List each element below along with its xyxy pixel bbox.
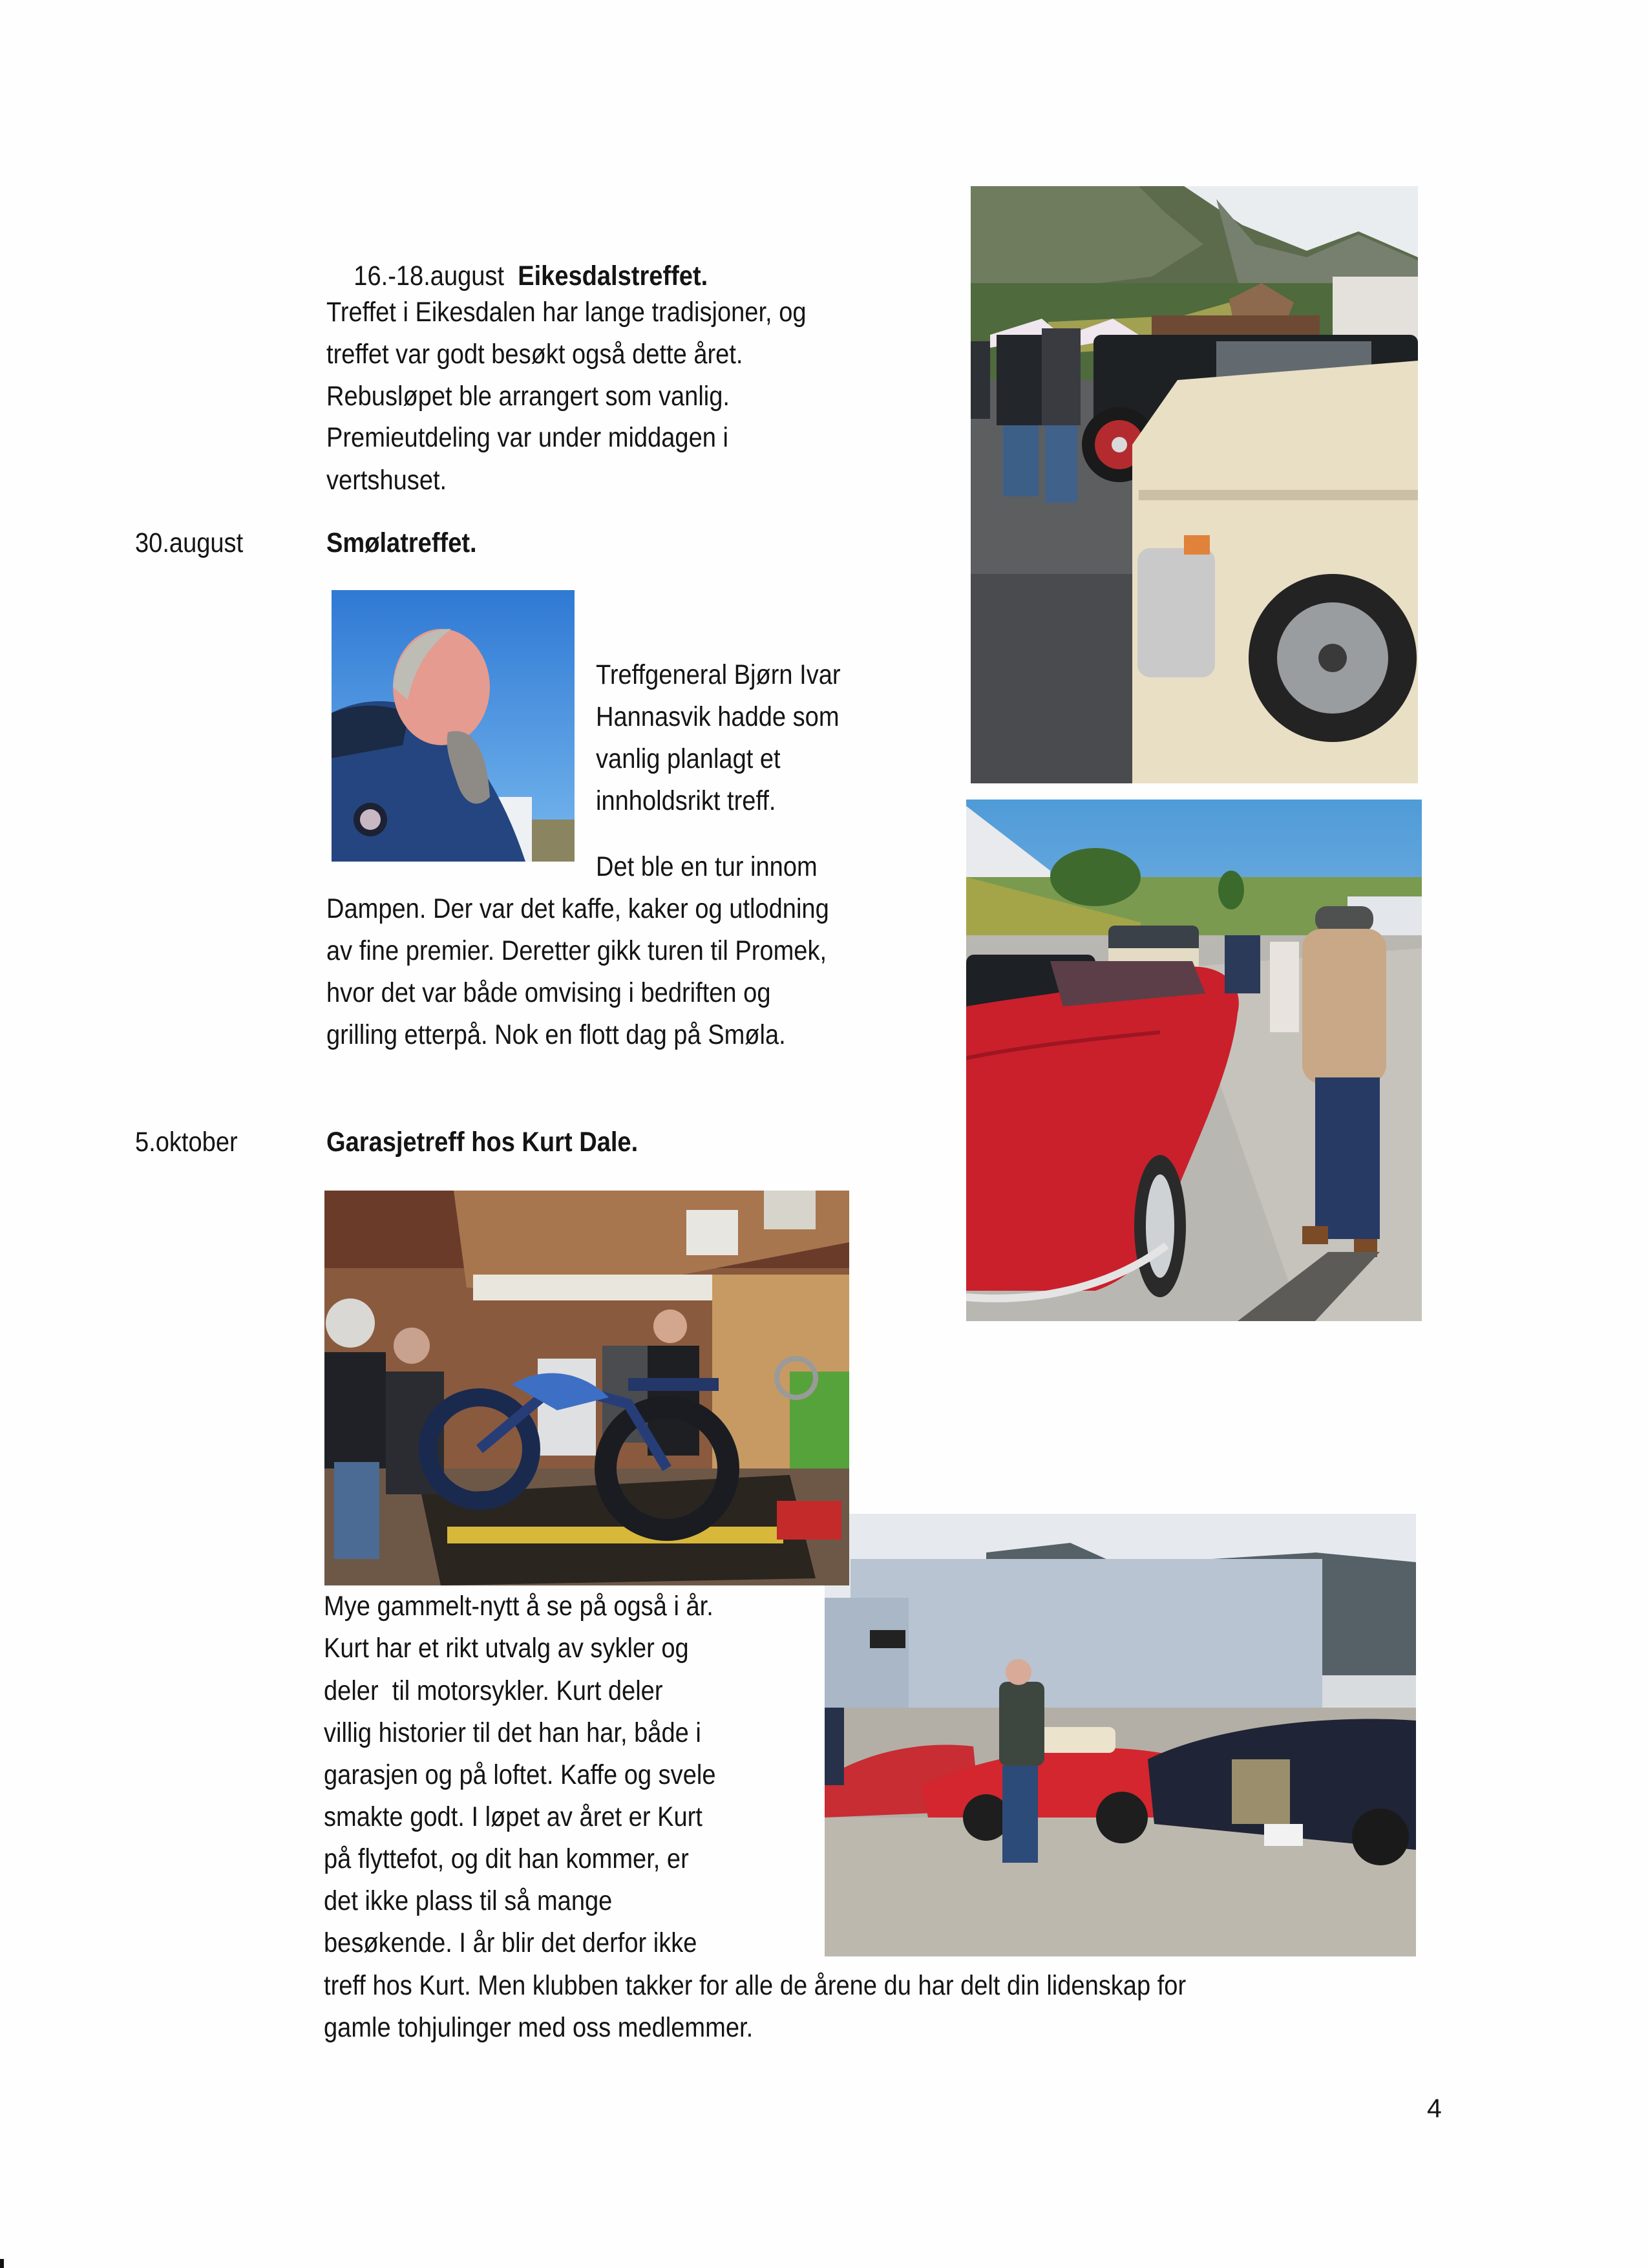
eikesdal-car-meet-photo <box>971 186 1418 783</box>
garage-motorcycle-photo <box>324 1191 849 1585</box>
body-line: smakte godt. I løpet av året er Kurt <box>324 1801 703 1832</box>
parking-lot-cars-photo <box>825 1514 1416 1956</box>
red-convertible-photo <box>966 800 1422 1321</box>
event-title: Smølatreffet. <box>326 527 477 558</box>
event-date: 5.oktober <box>135 1127 238 1158</box>
body-line: deler til motorsykler. Kurt deler <box>324 1675 663 1706</box>
body-line: grilling etterpå. Nok en flott dag på Smøla. <box>326 1019 786 1050</box>
event-date: 16.-18.august <box>354 260 505 291</box>
body-line: treffet var godt besøkt også dette året. <box>326 339 743 370</box>
scan-artifact-mark <box>0 2259 4 2268</box>
body-line: garasjen og på loftet. Kaffe og svele <box>324 1759 716 1790</box>
portrait-photo <box>332 590 575 862</box>
body-line: hvor det var både omvising i bedriften og <box>326 977 771 1008</box>
event-heading <box>326 235 708 291</box>
body-line: innholdsrikt treff. <box>596 785 776 816</box>
body-line: Hannasvik hadde som <box>596 701 840 732</box>
body-line: Det ble en tur innom <box>596 851 818 882</box>
body-line: av fine premier. Deretter gikk turen til Promek, <box>326 935 827 966</box>
body-line: vanlig planlagt et <box>596 743 781 774</box>
body-line: det ikke plass til så mange <box>324 1885 613 1916</box>
event-date: 30.august <box>135 527 244 558</box>
event-title: Eikesdalstreffet. <box>518 260 708 291</box>
page-number: 4 <box>1427 2093 1442 2123</box>
body-line: besøkende. I år blir det derfor ikke <box>324 1927 697 1958</box>
body-line: på flyttefot, og dit han kommer, er <box>324 1843 689 1874</box>
body-line: villig historier til det han har, både i <box>324 1717 701 1748</box>
body-line: Rebusløpet ble arrangert som vanlig. <box>326 381 730 412</box>
body-line: treff hos Kurt. Men klubben takker for alle de årene du har delt din lidenskap for <box>324 1970 1187 2001</box>
body-line: Treffgeneral Bjørn Ivar <box>596 659 841 690</box>
body-line: Kurt har et rikt utvalg av sykler og <box>324 1633 689 1664</box>
body-line: Dampen. Der var det kaffe, kaker og utlodning <box>326 893 829 924</box>
body-line: vertshuset. <box>326 465 447 496</box>
event-title: Garasjetreff hos Kurt Dale. <box>326 1127 639 1158</box>
body-line: Premieutdeling var under middagen i <box>326 422 728 453</box>
body-line: Treffet i Eikesdalen har lange tradisjoner, og <box>326 297 807 328</box>
body-line: Mye gammelt-nytt å se på også i år. <box>324 1591 713 1622</box>
body-line: gamle tohjulinger med oss medlemmer. <box>324 2012 754 2043</box>
